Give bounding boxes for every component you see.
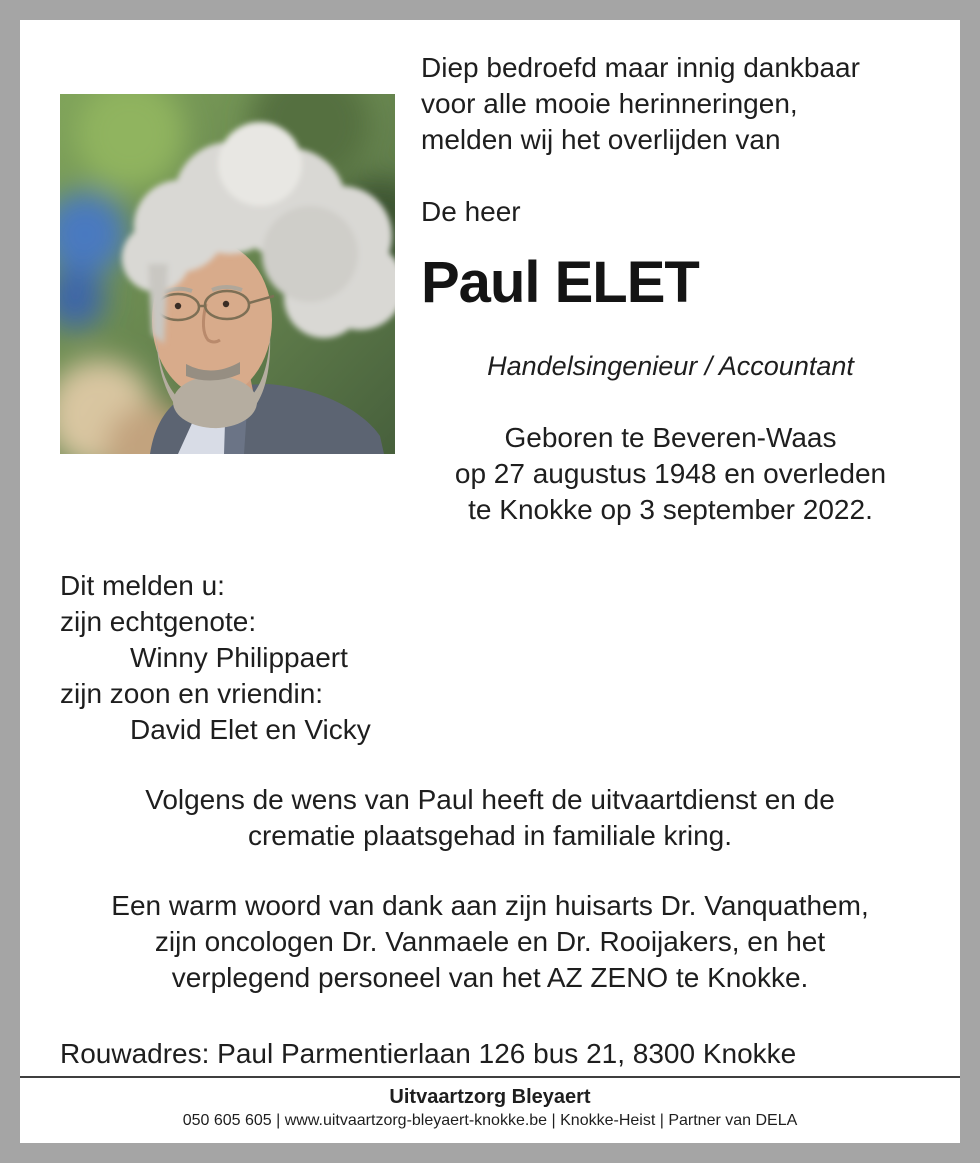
profession: Handelsingenieur / Accountant bbox=[487, 351, 854, 381]
right-eye bbox=[223, 301, 229, 307]
relation-son: zijn zoon en vriendin: bbox=[60, 678, 324, 709]
service-paragraph bbox=[60, 782, 920, 854]
family-heading: Dit melden u: bbox=[60, 570, 225, 601]
funeral-home-name: Uitvaartzorg Bleyaert bbox=[389, 1086, 591, 1108]
left-eye bbox=[175, 303, 181, 309]
spouse-name: Winny Philippaert bbox=[130, 642, 348, 673]
intro-line: voor alle mooie herinneringen, bbox=[421, 88, 798, 119]
family-block bbox=[60, 568, 920, 748]
portrait-photo-illustration bbox=[60, 94, 395, 454]
son-name: David Elet en Vicky bbox=[130, 714, 371, 745]
intro-text bbox=[421, 50, 920, 158]
mourning-address: Rouwadres: Paul Parmentierlaan 126 bus 21, 8300 Knokke bbox=[60, 1038, 797, 1069]
service-line: Volgens de wens van Paul heeft de uitvaartdienst en de bbox=[145, 784, 835, 815]
service-line: crematie plaatsgehad in familiale kring. bbox=[247, 820, 733, 851]
funeral-home-footer bbox=[20, 1076, 960, 1143]
thanks-line: Een warm woord van dank aan zijn huisarts Dr. Vanquathem, bbox=[111, 890, 869, 921]
thanks-line: zijn oncologen Dr. Vanmaele en Dr. Rooijakers, en het bbox=[154, 926, 826, 957]
top-section bbox=[60, 50, 920, 528]
salutation: De heer bbox=[421, 196, 521, 227]
obituary-card bbox=[20, 20, 960, 1143]
card-content bbox=[20, 20, 960, 1076]
life-dates bbox=[421, 420, 920, 528]
life-line: Geboren te Beveren-Waas bbox=[504, 422, 837, 453]
deceased-name: Paul ELET bbox=[421, 250, 699, 315]
thanks-line: verplegend personeel van het AZ ZENO te Knokke. bbox=[171, 962, 809, 993]
thanks-paragraph bbox=[60, 888, 920, 996]
portrait-photo bbox=[60, 94, 395, 454]
life-line: op 27 augustus 1948 en overleden bbox=[454, 458, 887, 489]
relation-spouse: zijn echtgenote: bbox=[60, 606, 257, 637]
funeral-home-contact: 050 605 605 | www.uitvaartzorg-bleyaert-knokke.be | Knokke-Heist | Partner van DELA bbox=[182, 1112, 798, 1129]
announcement-column bbox=[421, 50, 920, 528]
intro-line: Diep bedroefd maar innig dankbaar bbox=[421, 52, 860, 83]
intro-line: melden wij het overlijden van bbox=[421, 124, 781, 155]
life-line: te Knokke op 3 september 2022. bbox=[468, 494, 873, 525]
